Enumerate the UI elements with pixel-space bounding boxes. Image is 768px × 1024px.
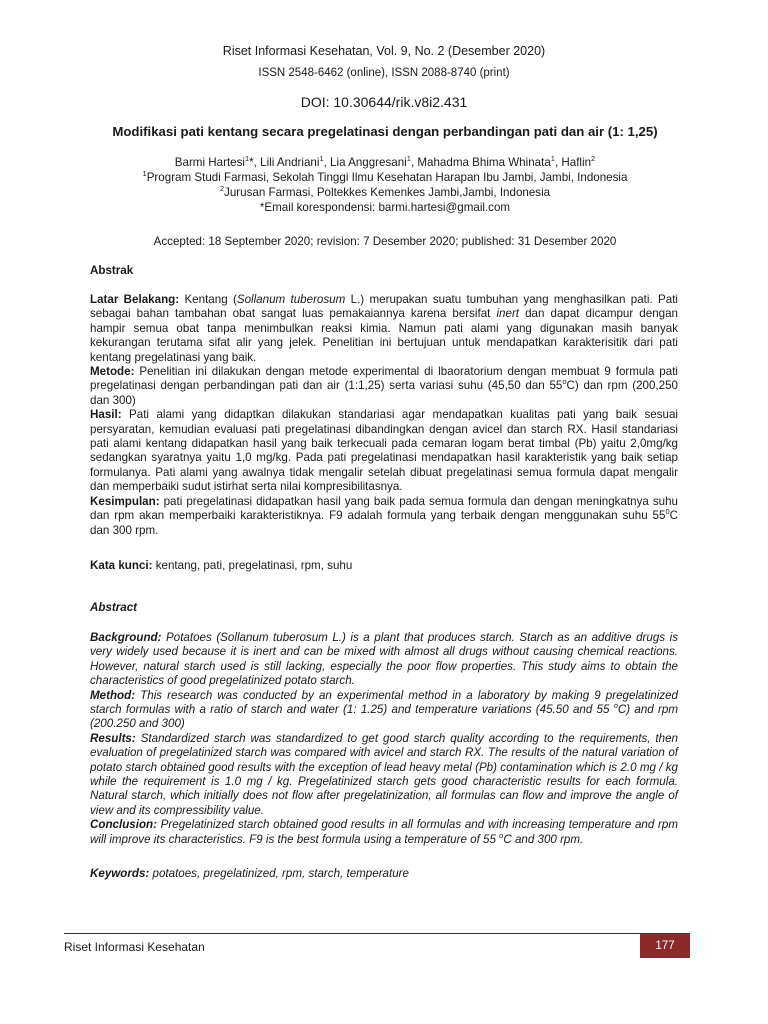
kata-kunci [90,559,678,573]
abstrak-metode [90,365,678,408]
paragraph-text: Penelitian ini dilakukan dengan metode experimental di lbaoratorium dengan membuat 9 formula pati pregelatinasi dengan perbandingan pati dan air (1:1,25) serta variasi suhu (45,50 dan 55 [90,365,678,393]
keywords-text: potatoes, pregelatinized, rpm, starch, temperature [149,867,409,880]
paragraph-text: C) and rpm (200.250 and 300) [90,703,678,731]
affil-mark: 2 [591,154,596,164]
section-label: Latar Belakang: [90,293,180,306]
abstract-conclusion [90,818,678,847]
abstrak-hasil [90,408,678,494]
paragraph-text: This research was conducted by an experimental method in a laboratory by making 9 pregelatinized starch formulas with a ratio of starch and water (1: 1.25) and temperature variations (45.50 and 55 [90,688,678,717]
paragraph-text: C) dan rpm (200,250 dan 300) [90,379,678,407]
paragraph-text: Kentang ( [179,293,237,306]
abstract-results [90,732,678,818]
correspondence-email: *Email korespondensi: barmi.hartesi@gmail.com [259,201,511,214]
section-label: Metode: [90,365,135,379]
author-name: , Haflin [554,156,592,169]
author-name: Lili Andriani [260,156,320,169]
abstract-body [90,631,678,847]
paragraph-text: Standardized starch was standardized to get good starch quality according to the requirements, then evaluation of pregelatinized starch was compared with avicel and starch RX. The results of the natural variation of potato starch obtained good results with the exception of lead heavy metal (Pb) contamination which is 2.0 mg / kg while the requirement is 1.0 mg / kg. Pregelatinized starch gets good characteristic results for each formula. Natural starch, which initially does not flow after pregelatinization, all formulas can flow and improve the angle of view and its compressibility value. [90,731,678,817]
paragraph-text: C and 300 rpm. [503,832,584,846]
section-label: Background: [90,631,162,644]
author-list [90,155,680,170]
affiliation-1 [90,170,680,185]
abstrak-heading: Abstrak [90,264,134,277]
page-number: 177 [640,934,690,958]
paragraph-text: C dan 300 rpm. [90,509,678,537]
keywords [90,867,678,881]
section-label: Conclusion: [90,818,157,832]
degree-mark: o [613,701,618,711]
abstrak-latar-belakang [90,293,678,365]
affil-mark: 1 [319,154,324,164]
affil-mark: 1 [550,154,555,164]
abstrak-kesimpulan [90,495,678,538]
species-name: Sollanum tuberosum [236,293,346,306]
affil-mark: 1 [245,154,250,164]
degree-mark: o [562,377,567,387]
publication-dates: Accepted: 18 September 2020; revision: 7 Desember 2020; published: 31 Desember 2020 [153,235,617,248]
footer-journal: Riset Informasi Kesehatan [64,940,205,954]
affil-mark: 1 [406,154,411,164]
paragraph-text: Potatoes (Sollanum tuberosum L.) is a plant that produces starch. Starch as an additive drugs is very widely used because it is inert and can be mixed with almost all drugs without causing chemical reactions. However, natural starch used is still lacking, especially the poor flow properties. This study aims to obtain the characteristics of good pregelatinized potato starch. [90,631,678,688]
paragraph-text: dan dapat dicampur dengan hampir semua obat tanpa menimbulkan reaksi kimia. Namun pati alami yang digunakan masih banyak kekurangan terutama sifat alir yang jelek. Penelitian ini bertujuan untuk mendapatkan karakterisitik dari pati kentang pregelatinasi yang baik. [90,307,678,364]
issn-line: ISSN 2548-6462 (online), ISSN 2088-8740 (print) [258,67,510,79]
paragraph-text: Pati alami yang didaptkan dilakukan standariasi agar mendapatkan kualitas pati yang baik sesuai persyaratan, kemudian evaluasi pati pregelatinasi dibandingkan dengan avicel dan starch RX. Hasil standariasi pati alami kentang didapatkan hasil yang baik terkecuali pada cemaran logam berat timbal (Pb) yaitu 2,0mg/kg sedangkan syaratnya yaitu 1,0 mg/kg. Pada pati pregelatinasi mendapatkan hasil karakteristik yang baik setiap formulanya. Pati alami yang awalnya tidak mengalir setelah dibuat pregelatinasi semua formula dapat mengalir dan memperbaiki sudut istirhat serta nilai kompresibilitasnya. [90,408,678,494]
author-name: , Lia Anggresani [323,156,407,169]
italic-term: inert [496,307,520,321]
article-title: Modifikasi pati kentang secara pregelatinasi dengan perbandingan pati dan air (1: 1,25) [112,124,658,139]
section-label: Results: [90,731,136,745]
section-label: Method: [90,688,136,702]
journal-header: Riset Informasi Kesehatan, Vol. 9, No. 2 (Desember 2020) [222,44,546,58]
section-label: Hasil: [90,408,122,422]
section-label: Kesimpulan: [90,494,160,508]
author-name: , Mahadma Bhima Whinata [410,156,551,169]
paragraph-text: L.) merupakan suatu tumbuhan yang menghasilkan pati. Pati sebagai bahan tambahan obat sangat luas pemakaiannya karena bersifat [90,293,679,321]
keywords-text: kentang, pati, pregelatinasi, rpm, suhu [152,559,353,572]
degree-mark: 0 [665,507,670,517]
section-label: Kata kunci: [90,559,153,572]
affiliation-text: Program Studi Farmasi, Sekolah Tinggi Ilmu Kesehatan Harapan Ibu Jambi, Jambi, Indonesia [146,171,628,184]
abstract-heading: Abstract [90,601,138,614]
author-block [90,155,680,215]
paragraph-text: pati pregelatinasi didapatkan hasil yang baik pada semua formula dan dengan meningkatnya suhu dan rpm akan memperbaiki karakteristiknya. F9 adalah formula yang terbaik dengan menggunakan suhu 55 [90,494,678,523]
affiliation-2 [90,185,680,200]
degree-mark: o [499,830,504,840]
affil-mark: 1 [142,169,147,179]
corresponding-mark: *, [249,156,261,169]
abstrak-body [90,293,678,538]
paragraph-text: Pregelatinized starch obtained good results in all formulas and with increasing temperature and rpm will improve its characteristics. F9 is the best formula using a temperature of 55 [90,818,678,846]
author-name: Barmi Hartesi [174,156,245,169]
abstract-background [90,631,678,689]
section-label: Keywords: [90,867,150,880]
footer-rule [64,933,690,934]
affiliation-text: Jurusan Farmasi, Poltekkes Kemenkes Jambi,Jambi, Indonesia [224,186,551,199]
affil-mark: 2 [219,184,225,194]
abstract-method [90,689,678,732]
doi-line: DOI: 10.30644/rik.v8i2.431 [300,94,468,110]
